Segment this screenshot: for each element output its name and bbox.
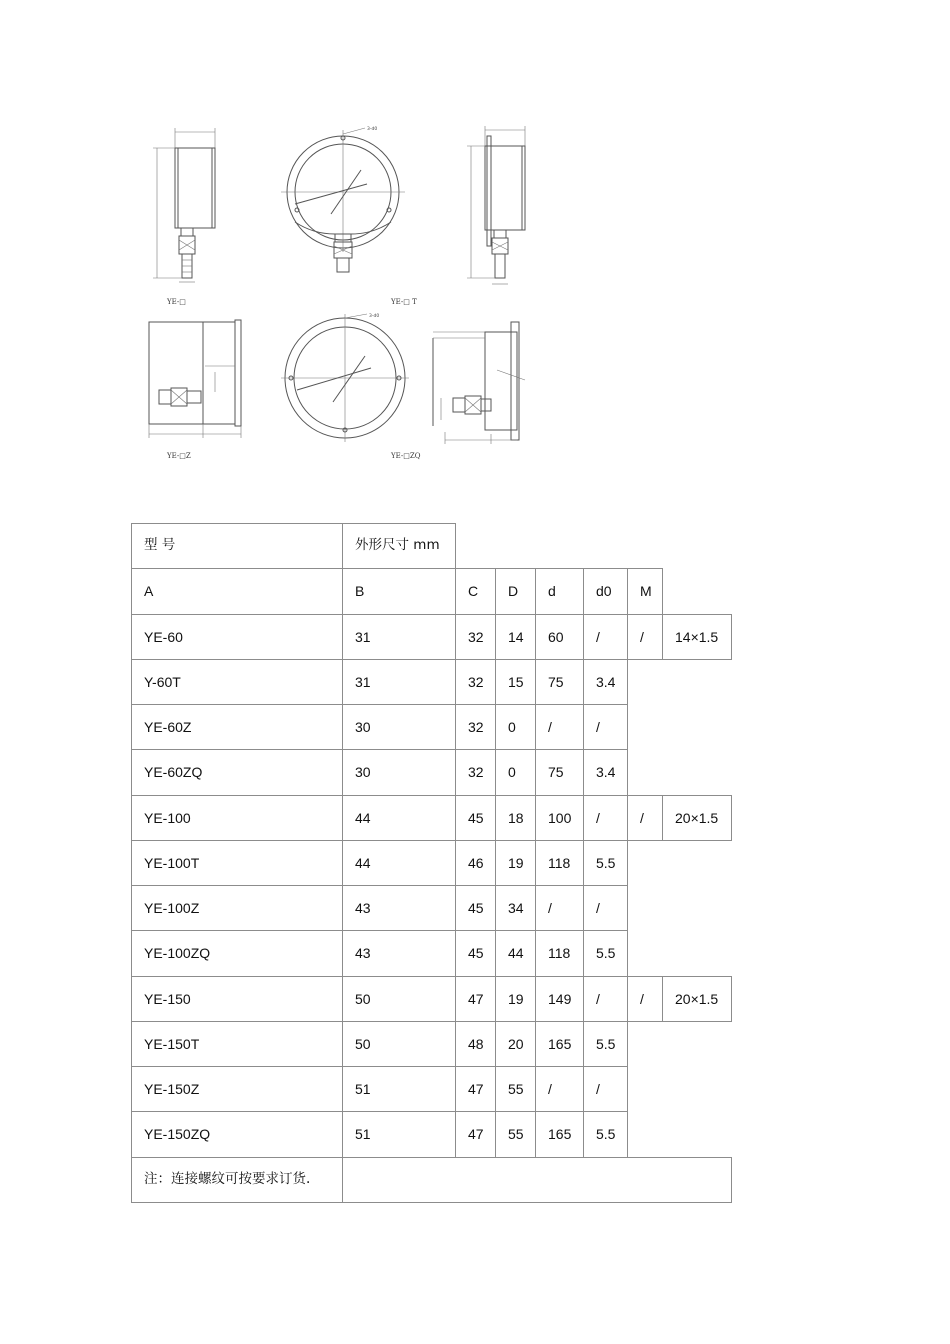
- table-cell: 30: [342, 749, 456, 795]
- table-cell: 44: [342, 840, 456, 886]
- table-cell: 19: [495, 840, 536, 886]
- table-cell: 149: [535, 976, 584, 1022]
- column-header-d: d: [535, 568, 584, 614]
- table-cell: /: [583, 885, 628, 931]
- table-cell: YE-150Z: [131, 1066, 343, 1112]
- table-cell: /: [583, 795, 628, 841]
- table-cell: 118: [535, 840, 584, 886]
- table-cell: 45: [455, 930, 496, 976]
- caption-ye: YE-□: [167, 298, 186, 306]
- table-cell: 5.5: [583, 1021, 628, 1067]
- drawing-ye-t-side-view: [467, 126, 525, 284]
- table-cell: 47: [455, 1066, 496, 1112]
- table-cell: /: [583, 1066, 628, 1112]
- table-cell: 5.5: [583, 930, 628, 976]
- table-cell: 34: [495, 885, 536, 931]
- table-cell: 45: [455, 885, 496, 931]
- table-cell: /: [583, 976, 628, 1022]
- table-cell: 44: [495, 930, 536, 976]
- column-header-C: C: [455, 568, 496, 614]
- table-cell: YE-60: [131, 614, 343, 660]
- table-cell: YE-100ZQ: [131, 930, 343, 976]
- table-cell: 55: [495, 1066, 536, 1112]
- column-header-A: A: [131, 568, 343, 614]
- column-header-M: M: [627, 568, 663, 614]
- table-cell: 48: [455, 1021, 496, 1067]
- table-cell: 47: [455, 1111, 496, 1157]
- table-cell: /: [627, 976, 663, 1022]
- table-cell: 31: [342, 614, 456, 660]
- table-cell: /: [535, 704, 584, 750]
- table-cell: YE-100Z: [131, 885, 343, 931]
- table-cell: 5.5: [583, 840, 628, 886]
- table-cell: 32: [455, 704, 496, 750]
- drawing-ye-t-front-view: [281, 126, 405, 272]
- table-cell: 50: [342, 976, 456, 1022]
- thread-cell: 20×1.5: [662, 976, 732, 1022]
- table-cell: 19: [495, 976, 536, 1022]
- table-cell: 51: [342, 1111, 456, 1157]
- drawing-ye-zq-side-view: [433, 322, 525, 444]
- dimension-drawing-svg: [145, 122, 537, 466]
- table-cell: 3.4: [583, 659, 628, 705]
- drawing-ye-side-view: [153, 128, 215, 282]
- table-cell: 31: [342, 659, 456, 705]
- header-model: 型 号: [131, 523, 343, 569]
- table-cell: 43: [342, 885, 456, 931]
- table-cell: YE-60Z: [131, 704, 343, 750]
- table-cell: YE-150ZQ: [131, 1111, 343, 1157]
- table-cell: 165: [535, 1021, 584, 1067]
- table-cell: 0: [495, 749, 536, 795]
- table-cell: 32: [455, 659, 496, 705]
- table-cell: 60: [535, 614, 584, 660]
- table-cell: 50: [342, 1021, 456, 1067]
- table-cell: /: [627, 614, 663, 660]
- table-cell: 165: [535, 1111, 584, 1157]
- table-cell: /: [583, 704, 628, 750]
- table-cell: 14: [495, 614, 536, 660]
- svg-text:3-d0: 3-d0: [369, 314, 380, 319]
- table-cell: 100: [535, 795, 584, 841]
- table-cell: 32: [455, 749, 496, 795]
- svg-text:3-d0: 3-d0: [367, 127, 378, 132]
- table-cell: Y-60T: [131, 659, 343, 705]
- table-cell: /: [535, 1066, 584, 1112]
- column-header-B: B: [342, 568, 456, 614]
- table-cell: YE-100T: [131, 840, 343, 886]
- table-cell: YE-150T: [131, 1021, 343, 1067]
- pressure-gauge-drawings: [145, 122, 537, 466]
- column-header-d0: d0: [583, 568, 628, 614]
- caption-ye-t: YE-□ T: [391, 298, 417, 306]
- drawing-ye-z-view: [149, 320, 241, 438]
- table-cell: YE-100: [131, 795, 343, 841]
- table-cell: 45: [455, 795, 496, 841]
- column-header-D: D: [495, 568, 536, 614]
- table-cell: 44: [342, 795, 456, 841]
- table-cell: 3.4: [583, 749, 628, 795]
- table-cell: /: [583, 614, 628, 660]
- table-cell: /: [535, 885, 584, 931]
- table-cell: 30: [342, 704, 456, 750]
- table-cell: 75: [535, 749, 584, 795]
- table-cell: 18: [495, 795, 536, 841]
- thread-cell: 14×1.5: [662, 614, 732, 660]
- table-cell: 47: [455, 976, 496, 1022]
- table-cell: 75: [535, 659, 584, 705]
- table-cell: 5.5: [583, 1111, 628, 1157]
- table-cell: 32: [455, 614, 496, 660]
- table-cell: YE-150: [131, 976, 343, 1022]
- table-cell: 20: [495, 1021, 536, 1067]
- caption-ye-z: YE-□Z: [167, 452, 191, 460]
- table-note-blank: [342, 1157, 732, 1203]
- table-cell: /: [627, 795, 663, 841]
- table-cell: 0: [495, 704, 536, 750]
- table-cell: YE-60ZQ: [131, 749, 343, 795]
- table-cell: 15: [495, 659, 536, 705]
- table-note: 注：连接螺纹可按要求订货.: [131, 1157, 343, 1203]
- table-cell: 43: [342, 930, 456, 976]
- thread-cell: 20×1.5: [662, 795, 732, 841]
- drawing-ye-z-front-view: [281, 313, 409, 442]
- caption-ye-zq: YE-□ZQ: [391, 452, 421, 460]
- header-dims: 外形尺寸 mm: [342, 523, 456, 569]
- table-cell: 46: [455, 840, 496, 886]
- table-cell: 51: [342, 1066, 456, 1112]
- table-cell: 55: [495, 1111, 536, 1157]
- table-cell: 118: [535, 930, 584, 976]
